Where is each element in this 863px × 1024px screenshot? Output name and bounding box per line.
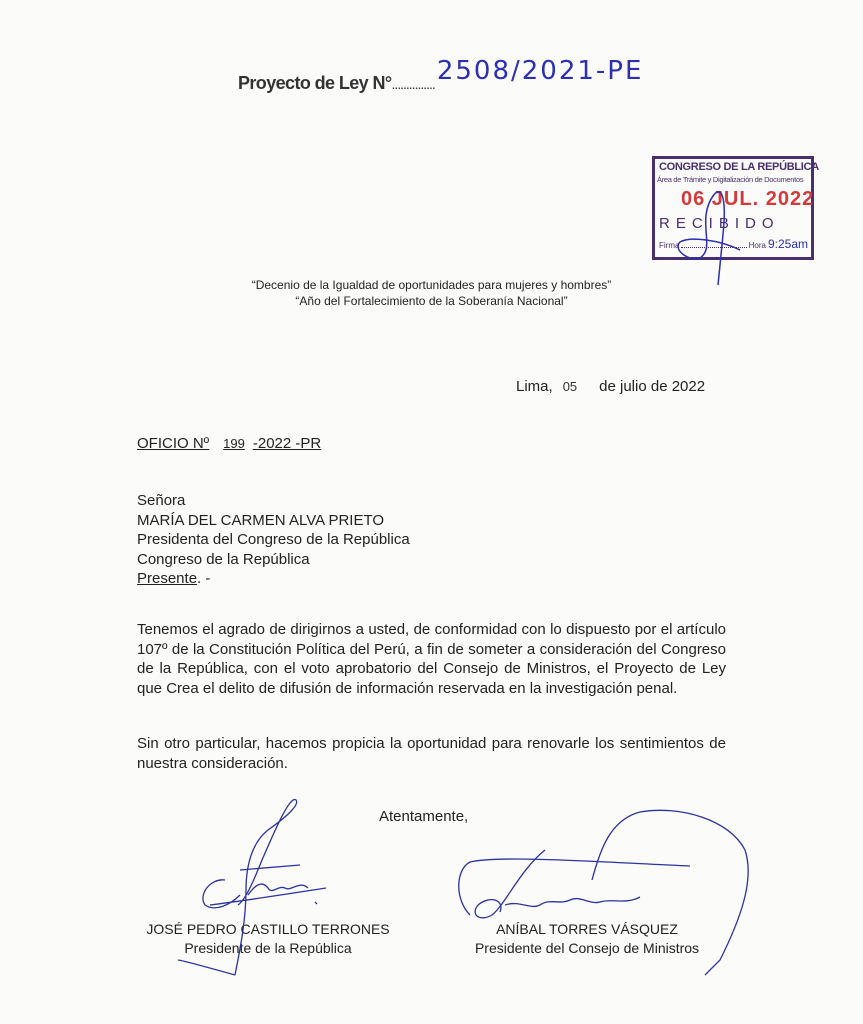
stamp-institution: CONGRESO DE LA REPÚBLICA [659,161,819,173]
oficio-reference [137,435,321,452]
project-number-handwritten: 2508/2021-PE [436,56,644,86]
oficio-suffix: -2022 -PR [252,435,322,452]
addressee-institution: Congreso de la República [137,550,310,568]
signatory-title: Presidente de la República [184,940,352,956]
addressee-salutation: Señora [137,492,186,509]
date-rest: de julio de 2022 [599,378,706,395]
project-number-line [238,56,644,96]
date-line [516,378,705,395]
signatory-prime-minister [463,920,711,958]
motto-decade: “Decenio de la Igualdad de oportunidades para mujeres y hombres” [251,278,612,292]
stamp-firma-line [681,241,746,248]
body-paragraph-2: Sin otro particular, hacemos propicia la oportunidad para renovarle los sentimientos de nuestra consideración. [137,735,726,772]
addressee-presente [137,569,410,589]
signatory-name: ANÍBAL TORRES VÁSQUEZ [496,921,678,937]
date-city: Lima, [516,378,553,395]
stamp-hora-label: Hora [748,241,766,250]
signatory-title: Presidente del Consejo de Ministros [474,940,700,956]
addressee-title: Presidenta del Congreso de la República [137,531,410,548]
motto-year: “Año del Fortalecimiento de la Soberanía Nacional” [295,294,568,308]
stamp-area: Área de Trámite y Digitalización de Documentos [657,175,804,184]
presente-word: Presente [137,570,198,587]
addressee-name: MARÍA DEL CARMEN ALVA PRIETO [137,511,385,529]
signatory-name: JOSÉ PEDRO CASTILLO TERRONES [146,921,390,937]
closing: Atentamente, [379,808,469,825]
oficio-number: 199 [223,436,245,451]
oficio-prefix: OFICIO Nº [137,435,210,452]
official-mottos [0,277,863,309]
project-dots: ............... [391,76,435,92]
stamp-date: 06 JUL. 2022 [681,188,815,210]
stamp-status: RECIBIDO [659,215,780,232]
stamp-firma-label: Firma [659,241,680,250]
project-label: Proyecto de Ley N° [238,73,392,93]
reception-stamp [652,156,819,260]
addressee-block [137,491,410,589]
signatory-president [137,920,399,958]
stamp-hora-value: 9:25am [767,237,808,251]
stamp-signature-row [659,237,808,255]
date-day: 05 [562,379,578,394]
presente-suffix: . - [197,570,211,587]
body-paragraph-1: Tenemos el agrado de dirigirnos a usted, de conformidad con lo dispuesto por el artículo 107º de la Constitución Política del Perú, a fin de someter a consideración del Congreso de la República, con el voto aprobatorio del Consejo de Ministros, el Proyecto de Ley que Crea el delito de difusión de información reservada en la investigación penal. [137,621,726,697]
